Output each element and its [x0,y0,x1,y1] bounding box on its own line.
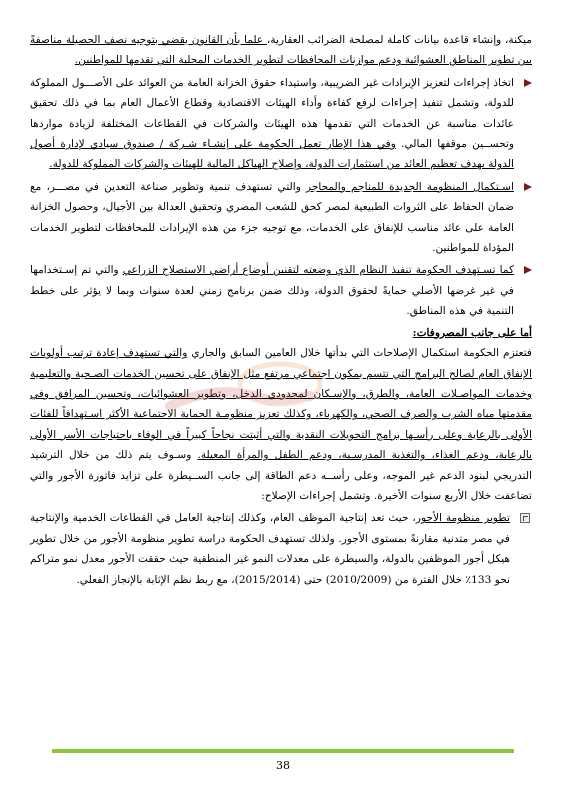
expenditure-text-continued: وسـوف يتم ذلك من خلال الترشيد التدريجي لبنود الدعم غير الموجه، وعلى رأســه دعم الطاقة إلى جانب الســيطرة على تزايد فاتورة الأجور والتي تضاعفت خلال الأربع سنوات الأخيرة. وتشمل إجراءات الإصلاح: [30,449,532,502]
bullet-item-land-reclamation [30,260,532,321]
sub-item-underlined-text: تطوير منظومة الأجور [415,512,510,525]
page-number: 38 [276,759,290,772]
intro-paragraph [30,30,532,71]
bullet-underlined-text: اسـتكمال المنظومة الجديدة للمناجم والمحاجر [305,180,514,193]
expenditure-heading: أما على جانب المصروفات: [412,326,532,339]
bullet-underlined-text: وفي هذا الإطار تعمل الحكومة على إنشـاء شـركة / صندوق سيادي لإدارة أصول الدولة بهدف تعظيم العائد من استثمارات الدولة، وإصلاح الهياكل المالية للهيئات والشركات المملوكة للدولة. [30,138,514,171]
expenditure-text: فتعتزم الحكومة استكمال الإصلاحات التي بدأتها خلال العامين السابق والجاري [187,347,532,360]
footer-rule [52,749,514,753]
intro-underlined-text: علما بأن القانون يقضي بتوجيه نصف الحصيلة مناصفةً بين تطوير المناطق العشوائية ودعم موازنات المحافظات لتطوير الخدمات المحلية التي تقدمها للمواطنين. [30,34,532,67]
triangle-bullet-icon [524,183,532,191]
sub-item-text: ، حيث تعد إنتاجية الموظف العام، وكذلك إنتاجية العامل في القطاعات الخدمية والإنتاجية في مصر متدنية مقارنةً بمستوى الأجور. ولذلك تستهدف الحكومة دراسة تطوير منظومة الأجور من خلال تطوير هيكل أجور الموظفين بالدولة، والسيطرة على معدلات النمو غير المنطقية حيث حققت الأجور معدل نمو متراكم نحو 133٪ خلال الفترة من (2010/2009) حتى (2015/2014)، مع ربط نظم الإثابة بالإنجاز الفعلي. [30,512,510,586]
expenditure-paragraph [30,343,532,506]
bullet-text: والتي تم إسـتخدامها في غير غرضها الأصلي حمايةً لحقوق الدولة، وذلك ضمن برنامج زمني لعدة سنوات وبما لا يؤثر على خطط التنمية في هذه المناطق. [30,264,514,318]
bullet-text: والتي تستهدف تنمية وتطوير صناعة التعدين في مصـــر، مع ضمان الحفاظ على الثروات الطبيعية لمصر كحق للشعب المصري وتحقيق العدالة بين الأجيال، وحصول الخزانة العامة على عائد مناسب للإنفاق على الخدمات، مع توجيه جزء من هذه الإيرادات للمحافظات لتطوير الخدمات المؤداة للمواطنين. [30,180,514,255]
intro-text: ميكنة، وإنشاء قاعدة بيانات كاملة لمصلحة الضرائب العقارية، [266,34,533,46]
page-content [30,30,532,590]
triangle-bullet-icon [524,79,532,87]
checkbox-bullet-icon [520,513,530,523]
bullet-item-mining [30,177,532,259]
bullet-text: اتخاذ إجراءات لتعزيز الإيرادات غير الضريبية، واستيداء حقوق الخزانة العامة من العوائد على الأصـــول المملوكة للدولة، وتشمل تنفيذ إجراءات لرفع كفاءة وأداء الهيئات الاقتصادية وقطاع الأعمال العام بما في ذلك تحقيق عائدات مناسبة عن الخدمات التي تقدمها هذه الهيئات والشركات في القطاعات المختلفة لزيادة مواردها وتحســين موقفها المالي. [30,76,514,151]
bullet-item-non-tax-revenues [30,73,532,175]
expenditure-underlined-text: والتي تستهدف إعادة ترتيب أولويات الإنفاق العام لصالح البرامج التي تتسم بمكون اجتماعي مرتفع مثل الإنفاق على تحسين الخدمات الصـحية والتعليمية وخدمات المواصـلات العامة، والطرق، والإسـكان لمحدودي الدخل، وتطوير العشوائيات، وتحسين المرافق وفي مقدمتها مياه الشرب والصرف الصحي، والكهرباء، وكذلك تعزيز منظومـة الحماية الاجتماعية الأكثر اسـتهدافاً للفئات الأولى بالرعاية وعلى رأسـها برامج التحويلات النقدية والتي أثبتت نجاحاً كبيراً في الوفاء باحتياجات الأسر الأولى بالرعاية، ودعم الغذاء، والتغذية المدرسـية، ودعم الطفل والمرأة المعيلة. [30,347,533,462]
bullet-underlined-text: كما تسـتهدف الحكومة تنفيذ النظام الذي وضعته لتقنين أوضاع أراضي الاستصلاح الزراعي [122,264,515,277]
sub-item-wages [30,508,532,590]
triangle-bullet-icon [524,266,532,274]
